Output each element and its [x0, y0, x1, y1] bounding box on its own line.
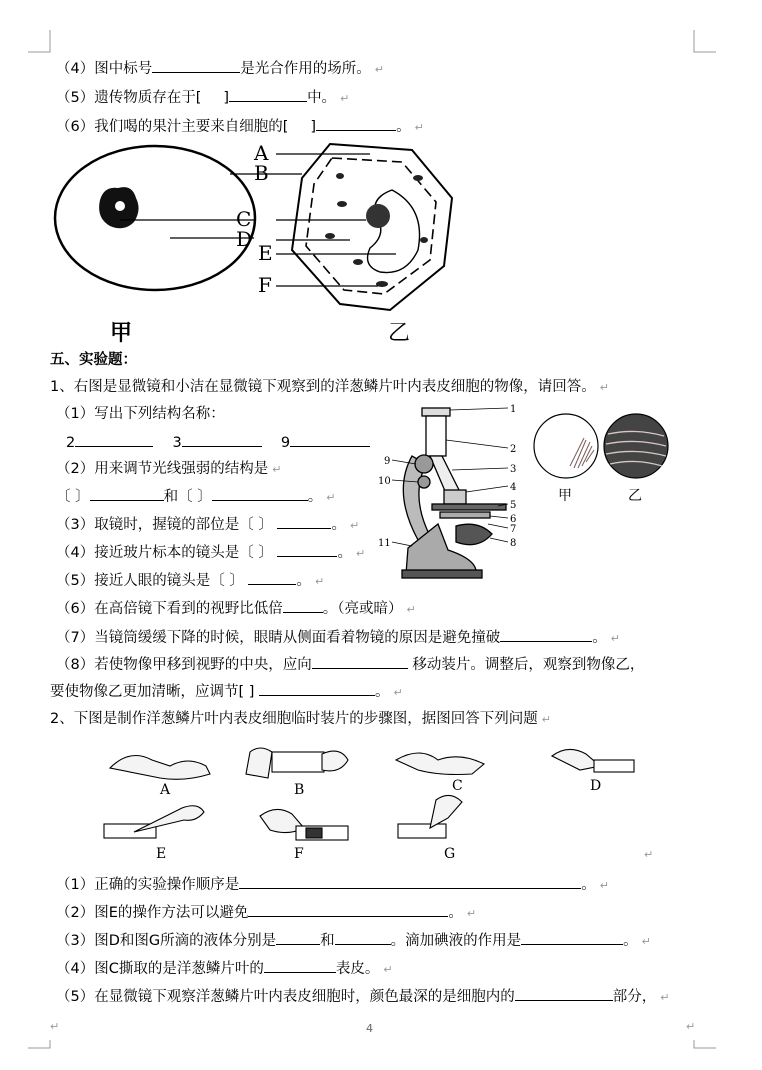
answer-blank[interactable]: [75, 432, 153, 447]
view-label-yi: 乙: [628, 488, 642, 504]
exp2-s3: （3）图D和图G所滴的液体分别是 和 。滴加碘液的作用是 。 ↵: [56, 930, 651, 952]
answer-blank[interactable]: [335, 930, 391, 945]
exp1-s5: （5）接近人眼的镜头是〔 〕 。 ↵: [56, 570, 324, 592]
label-e: E: [258, 241, 273, 265]
answer-blank[interactable]: [90, 486, 164, 501]
section-heading: 五、实验题：: [50, 352, 137, 368]
exp1-s4: （4）接近玻片标本的镜头是〔 〕 。 ↵: [56, 542, 365, 564]
label-b: B: [254, 161, 269, 185]
microscope-num-6: 6: [510, 514, 517, 525]
exp2-s5: （5）在显微镜下观察洋葱鳞片叶内表皮细胞时，颜色最深的是细胞内的 部分， ↵: [56, 986, 669, 1008]
answer-blank[interactable]: [239, 874, 581, 889]
microscope-num-2: 2: [510, 444, 517, 455]
label-d: D: [236, 227, 253, 251]
caption-right: 乙: [388, 321, 411, 346]
answer-blank[interactable]: [277, 542, 337, 557]
caption-left: 甲: [110, 320, 133, 346]
label-a: A: [254, 141, 269, 165]
answer-blank[interactable]: [521, 930, 623, 945]
animal-cell-membrane: [55, 146, 255, 290]
answer-blank[interactable]: [277, 514, 331, 529]
slide-preparation-steps: [100, 738, 660, 864]
exp2-intro: 2、下图是制作洋葱鳞片叶内表皮细胞临时装片的步骤图，据图回答下列问题 ↵: [50, 711, 551, 727]
plant-cell-nucleus: [366, 204, 390, 228]
exp2-s2: （2）图E的操作方法可以避免 。 ↵: [56, 902, 476, 924]
step-label-d: D: [590, 778, 602, 794]
answer-blank[interactable]: [229, 87, 307, 102]
exp2-s4: （4）图C撕取的是洋葱鳞片叶的 表皮。 ↵: [56, 958, 393, 980]
answer-blank[interactable]: [182, 432, 262, 447]
exp1-s1: （1）写出下列结构名称：: [56, 406, 225, 422]
microscope-num-7: 7: [510, 524, 517, 535]
answer-blank[interactable]: [316, 116, 396, 131]
question-5: （5）遗传物质存在于[ ] 中。 ↵: [56, 87, 349, 109]
exp1-s6: （6）在高倍镜下看到的视野比低倍 。（亮或暗） ↵: [56, 598, 416, 620]
question-6: （6）我们喝的果汁主要来自细胞的[ ] 。 ↵: [56, 116, 424, 138]
exp2-s1: （1）正确的实验操作顺序是 。 ↵: [56, 874, 609, 896]
plant-cell-wall: [292, 144, 452, 310]
label-c: C: [236, 207, 252, 231]
answer-blank[interactable]: [276, 930, 320, 945]
view-yi: [604, 414, 668, 478]
cell-diagram: [40, 138, 490, 348]
step-label-a: A: [160, 782, 171, 798]
exp1-s7: （7）当镜筒缓缓下降的时候，眼睛从侧面看着物镜的原因是避免撞破 。 ↵: [56, 627, 620, 649]
answer-blank[interactable]: [264, 958, 336, 973]
exp1-intro: 1、右图是显微镜和小洁在显微镜下观察到的洋葱鳞片叶内表皮细胞的物像，请回答。 ↵: [50, 379, 609, 395]
exp1-s8b: 要使物像乙更加清晰，应调节[ ] 。 ↵: [50, 681, 403, 703]
exp1-s2: （2）用来调节光线强弱的结构是 ↵: [56, 461, 282, 477]
answer-blank[interactable]: [212, 486, 308, 501]
answer-blank[interactable]: [283, 598, 323, 613]
answer-blank[interactable]: [515, 986, 613, 1001]
step-label-b: B: [294, 782, 305, 798]
field-of-view: [530, 410, 676, 506]
step-label-e: E: [156, 846, 167, 862]
answer-blank[interactable]: [500, 627, 592, 642]
view-label-jia: 甲: [558, 488, 572, 504]
answer-blank[interactable]: [312, 654, 408, 669]
exp1-s8a: （8）若使物像甲移到视野的中央，应向 移动装片。调整后，观察到物像乙，: [56, 654, 644, 675]
answer-blank[interactable]: [248, 570, 296, 585]
microscope-num-11: 11: [378, 538, 391, 549]
microscope-num-1: 1: [510, 404, 517, 415]
page-number: 4: [366, 1022, 373, 1035]
microscope-num-8: 8: [510, 538, 517, 549]
microscope-num-9: 9: [384, 456, 391, 467]
microscope-num-3: 3: [510, 464, 517, 475]
answer-blank[interactable]: [259, 681, 375, 696]
microscope-diagram: [378, 400, 528, 582]
label-f: F: [258, 273, 272, 297]
microscope-num-4: 4: [510, 482, 517, 493]
answer-blank[interactable]: [248, 902, 448, 917]
question-4: （4）图中标号 是光合作用的场所。 ↵: [56, 58, 384, 80]
answer-blank[interactable]: [152, 58, 240, 73]
exp1-s2-line: 〔 〕 和〔 〕 。 ↵: [56, 486, 335, 508]
step-label-f: F: [294, 846, 304, 862]
exp1-s3: （3）取镜时，握镜的部位是〔 〕 。 ↵: [56, 514, 359, 536]
microscope-num-5: 5: [510, 500, 517, 511]
plant-cell-vacuole: [368, 190, 420, 273]
answer-blank[interactable]: [290, 432, 370, 447]
exp1-s1-items: 2 3 9: [66, 432, 370, 453]
step-label-g: G: [444, 846, 456, 862]
step-label-c: C: [452, 778, 463, 794]
microscope-num-10: 10: [378, 476, 391, 487]
